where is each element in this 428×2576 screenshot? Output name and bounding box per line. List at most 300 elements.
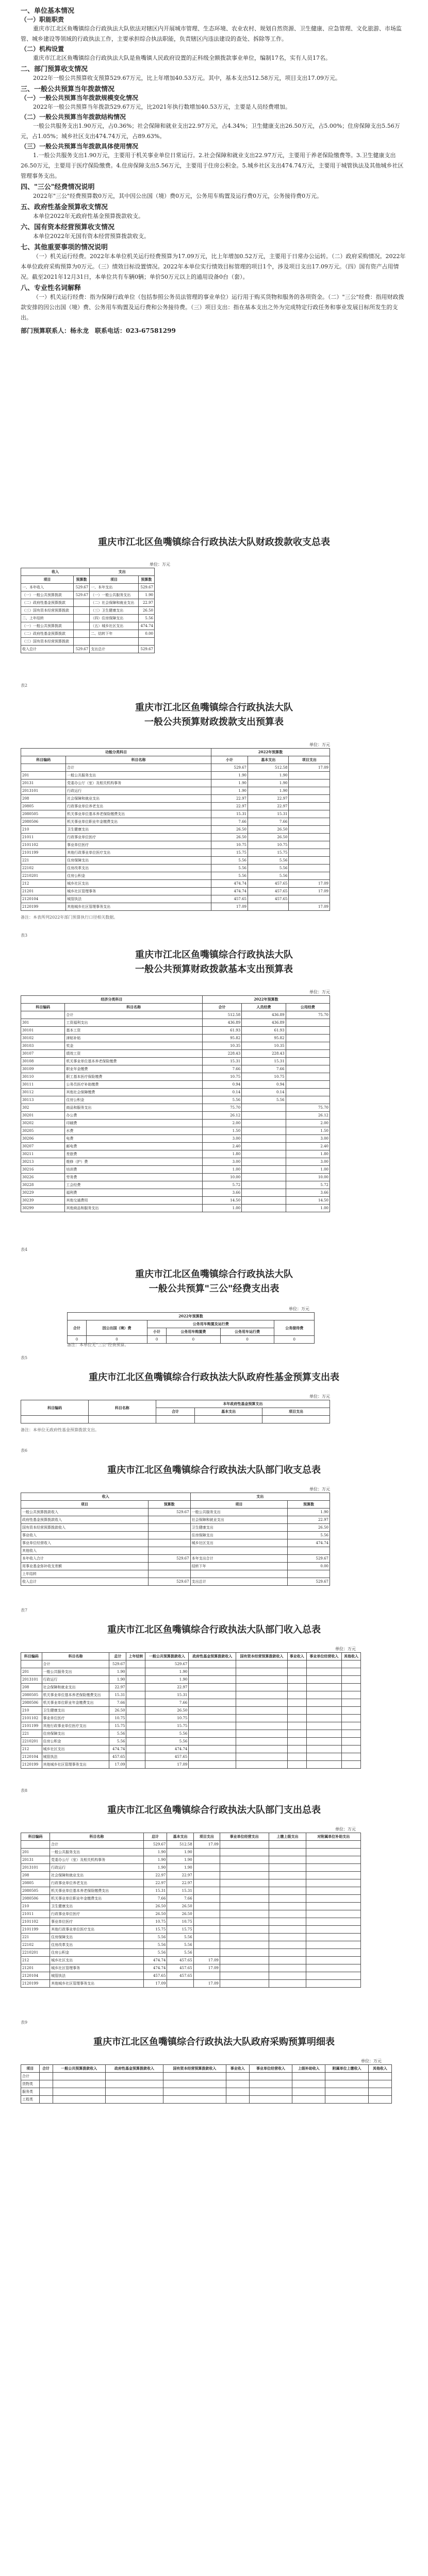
table-cell: 党委办公厅（室）及相关机构事务: [66, 779, 211, 787]
table-cell: [306, 1730, 341, 1738]
table-cell: 卫生健康支出: [42, 1707, 109, 1715]
table-cell: 61.93: [202, 1027, 241, 1035]
table-header-cell: 科目名称: [66, 756, 211, 764]
table-cell: [106, 2073, 163, 2080]
table-cell: [292, 2088, 325, 2096]
table-header-cell: 科目编码: [21, 1653, 42, 1660]
table-cell: [156, 1416, 194, 1423]
table-header-cell: 附属单位上缴收入: [325, 2065, 368, 2073]
table-header-cell: 项目支出: [262, 1408, 330, 1416]
paragraph: 重庆市江北区鱼嘴镇综合行政执法大队依法对辖区内开展城市管理、生态环境、农业农村、规划自然资源、卫生健康、应急管理、文化旅游、市场监管、城乡建设等领域的行政执法工作，主要承担综合执法职能，负责辖区内违法建设的查处、拆除等工作。: [21, 25, 402, 42]
table-header-cell: 项目: [190, 1501, 288, 1509]
table-header-cell: 项目: [21, 576, 74, 584]
table-cell: 合计: [42, 1660, 109, 1668]
table-note: 备注：本单位无政府性基金预算拨款支出。: [21, 1428, 99, 1432]
table-cell: [73, 599, 89, 607]
table-cell: [306, 1926, 361, 1934]
table-cell: [306, 1949, 361, 1957]
table-cell: 1.00: [286, 1205, 330, 1212]
table-cell: 职工基本医疗保险缴费: [65, 1073, 203, 1081]
table-cell: [189, 1722, 236, 1730]
table-cell: [325, 2073, 368, 2080]
table-header-cell: 国有资本经营预算拨款收入: [163, 2065, 226, 2073]
table-header-cell: 上年结转: [126, 1653, 145, 1660]
table-header-cell: 公务用车购置费: [166, 1328, 220, 1336]
table-cell: [286, 1096, 330, 1104]
table-row: [21, 1761, 361, 1769]
table-cell: [39, 2080, 53, 2088]
table-cell: 2101102: [21, 1918, 50, 1926]
table-cell: [106, 2088, 163, 2096]
table-cell: 0: [147, 1336, 167, 1344]
table-cell: [269, 1949, 306, 1957]
unit-label: 单位：万元: [309, 1394, 330, 1399]
table-header-cell: 经济分类科目: [21, 996, 203, 1004]
table-cell: [195, 1416, 262, 1423]
table-row: [21, 1127, 330, 1135]
table-cell: [53, 2088, 106, 2096]
table-cell: [292, 2080, 325, 2088]
table-header-cell: 政府性基金预算拨款收入: [189, 1653, 236, 1660]
table-row: [21, 803, 330, 810]
subsection-heading: （三）一般公共预算当年拨款具体使用情况: [21, 143, 139, 150]
table-cell: 收入总计: [21, 1578, 149, 1586]
table-cell: [306, 1699, 341, 1707]
table-cell: 机关事业单位基本养老保险缴费支出: [50, 1887, 144, 1895]
table-cell: [306, 1964, 361, 1972]
table-cell: 21201: [21, 1964, 50, 1972]
table-cell: 0.14: [242, 1089, 286, 1096]
table-cell: 5.56: [145, 1730, 189, 1738]
table-cell: [193, 1864, 220, 1872]
table-cell: 474.74: [143, 1964, 167, 1972]
table-cell: （二）社会保障和就业支出: [90, 599, 138, 607]
table-row: [21, 1972, 361, 1980]
table-cell: 5.56: [167, 1941, 193, 1949]
table-cell: [163, 2088, 226, 2096]
table-row: [21, 1660, 361, 1668]
table-row: [21, 1910, 361, 1918]
table-header-cell: 预算数: [138, 576, 154, 584]
table-cell: [306, 1841, 361, 1849]
table-cell: 22.97: [211, 795, 248, 803]
table-row: [21, 1158, 330, 1166]
table-cell: [193, 1934, 220, 1941]
table-cell: 30109: [21, 1065, 65, 1073]
table-cell: [73, 615, 89, 622]
table-cell: [126, 1715, 145, 1722]
table-cell: 1.90: [248, 779, 289, 787]
table-cell: 7.66: [211, 818, 248, 826]
table-cell: [286, 1042, 330, 1050]
table-cell: 5.56: [248, 865, 289, 872]
table-row: [21, 1753, 361, 1761]
table-cell: 5.56: [143, 1949, 167, 1957]
table-row: [21, 810, 330, 818]
table-cell: [242, 1127, 286, 1135]
table-cell: [236, 1684, 288, 1691]
section-heading: 三、一般公共预算当年拨款情况: [21, 86, 115, 93]
table-cell: 75.70: [202, 1104, 241, 1112]
table-header-cell: 一般公共预算拨款收入: [145, 1653, 189, 1660]
table-cell: 2101199: [21, 1722, 42, 1730]
table-cell: [126, 1707, 145, 1715]
table-cell: 15.75: [143, 1926, 167, 1934]
table-cell: [289, 841, 330, 849]
table-cell: [306, 1660, 341, 1668]
table-cell: 5.56: [143, 1941, 167, 1949]
table-cell: 城乡社区管理事务: [66, 888, 211, 895]
table-cell: [306, 1761, 341, 1769]
table-header-row: [21, 996, 330, 1004]
table-cell: [226, 2073, 249, 2080]
table-cell: [220, 1879, 269, 1887]
table-cell: 一般公共服务支出: [66, 772, 211, 779]
table-cell: 30229: [21, 1189, 65, 1197]
table-cell: 5.56: [143, 1934, 167, 1941]
table-cell: 5.56: [211, 872, 248, 880]
table-cell: 本年收入合计: [21, 1555, 149, 1563]
table-cell: 17.09: [289, 764, 330, 772]
table-row: [21, 1563, 330, 1570]
table-header-cell: 人员经费: [242, 1004, 286, 1011]
table-header-cell: 事业单位经营收入: [249, 2065, 292, 2073]
table-header-cell: 收入: [21, 1493, 191, 1501]
table-cell: [126, 1676, 145, 1684]
table-cell: 95.82: [202, 1035, 241, 1042]
table-row: [21, 1205, 330, 1212]
table-cell: 15.31: [143, 1887, 167, 1895]
table-cell: 30113: [21, 1096, 65, 1104]
table-cell: 1.00: [202, 1166, 241, 1174]
table-header-cell: 事业收入: [287, 1653, 306, 1660]
table8-section: [0, 1803, 428, 1818]
paragraph: 一般公共服务支出1.90万元，占0.36%；社会保障和就业支出22.97万元，占4.34%；卫生健康支出26.50万元，占5.00%；住房保障支出5.56万元，占1.05%；城乡社区支出474.74万元，占89.63%。: [21, 123, 400, 140]
table-cell: [242, 1205, 286, 1212]
table-header-row: [21, 1004, 330, 1011]
paragraph: 本单位2022年无国有资本经营预算拨款收支。: [33, 233, 150, 240]
table-cell: 用事业基金弥补收支差额: [21, 1563, 149, 1570]
table-cell: 302: [21, 1104, 65, 1112]
table-cell: 7.66: [145, 1699, 189, 1707]
table-header-cell: 支出: [190, 1493, 330, 1501]
paragraph: 1.一般公共服务支出1.90万元，主要用于机关事业单位日常运行。2.社会保障和就业支出22.97万元，主要用于养老保险缴费等。3.卫生健康支出26.50万元，主要用于医疗保险缴费。4.住房保障支出5.56万元，主要用于住房公积金。5.城乡社区支出474.74万元，主要用于城管执法及其他城乡社区管理事务支出。: [21, 152, 404, 179]
table-row: [21, 1887, 361, 1895]
table-cell: 0: [68, 1336, 87, 1344]
table-cell: [220, 1903, 269, 1910]
table-cell: [148, 1532, 190, 1539]
procurement-table: [21, 2064, 392, 2104]
table-cell: 212: [21, 1957, 50, 1964]
table-cell: 436.89: [242, 1019, 286, 1027]
table-cell: 1.90: [211, 787, 248, 795]
table-cell: 其他行政事业单位医疗支出: [50, 1926, 144, 1934]
table-cell: [193, 1903, 220, 1910]
table-cell: 7.66: [202, 1065, 241, 1073]
table-header-cell: 科目编码: [21, 756, 66, 764]
table-cell: 201: [21, 1668, 42, 1676]
table-cell: 上年结转: [21, 1570, 149, 1578]
table-cell: [368, 2096, 391, 2104]
table-cell: 社会保障和就业支出: [190, 1516, 288, 1524]
table-cell: [269, 1972, 306, 1980]
table-cell: 支出总计: [190, 1578, 288, 1586]
table-cell: 2080506: [21, 818, 66, 826]
table-cell: [189, 1738, 236, 1745]
table-cell: [306, 1738, 341, 1745]
table5-section: [0, 1370, 428, 1385]
table-cell: 26.50: [211, 834, 248, 841]
table-cell: 维修（护）费: [65, 1158, 203, 1166]
table-row: [21, 1011, 330, 1019]
table-cell: [286, 1019, 330, 1027]
table-cell: 30110: [21, 1073, 65, 1081]
table7-section: [0, 1623, 428, 1637]
table-cell: [249, 2096, 292, 2104]
table-cell: [342, 1730, 361, 1738]
table-cell: [306, 1941, 361, 1949]
table-cell: 0: [166, 1336, 220, 1344]
table-cell: 15.31: [211, 810, 248, 818]
table-cell: [269, 1957, 306, 1964]
table-cell: [288, 1547, 330, 1555]
table-cell: 2120104: [21, 1972, 50, 1980]
table-cell: 21011: [21, 1910, 50, 1918]
table-row: [21, 638, 155, 646]
table-tag: 表5: [21, 1355, 28, 1360]
table-row: [21, 1949, 361, 1957]
section-heading: 二、部门预算收支情况: [21, 65, 88, 73]
table-cell: 95.82: [242, 1035, 286, 1042]
table-cell: [306, 1910, 361, 1918]
table-row: [21, 1856, 361, 1864]
table-cell: [289, 826, 330, 834]
table-cell: 529.67: [143, 1841, 167, 1849]
table-row: [21, 857, 330, 865]
table-cell: [342, 1707, 361, 1715]
table-cell: [306, 1895, 361, 1903]
table-row: [21, 826, 330, 834]
table-cell: 22.97: [145, 1684, 189, 1691]
table-cell: [236, 1691, 288, 1699]
table-cell: [220, 1910, 269, 1918]
table-cell: [39, 2073, 53, 2080]
table-cell: 一般公共服务支出: [42, 1668, 109, 1676]
table-cell: [126, 1730, 145, 1738]
table-cell: [325, 2080, 368, 2088]
table-header-cell: 对附属单位补助支出: [306, 1833, 361, 1841]
table-cell: 其他城乡社区管理事务支出: [50, 1980, 144, 1988]
table-cell: （一）一般公共预算拨款: [21, 622, 74, 630]
table-cell: [190, 1570, 288, 1578]
table-cell: [242, 1112, 286, 1120]
table-cell: 26.50: [143, 1903, 167, 1910]
table-cell: 卫生健康支出: [66, 826, 211, 834]
table-cell: 7.66: [242, 1065, 286, 1073]
table-cell: 17.09: [289, 903, 330, 911]
table-cell: 529.67: [148, 1578, 190, 1586]
table-cell: [73, 622, 89, 630]
table-header-cell: 2022年预算数: [202, 996, 330, 1004]
table-cell: 1.90: [167, 1864, 193, 1872]
table-cell: [220, 1841, 269, 1849]
table-cell: 228.43: [202, 1050, 241, 1058]
table-cell: [148, 1547, 190, 1555]
table-cell: [368, 2080, 391, 2088]
table-cell: 208: [21, 1872, 50, 1879]
table-subtitle: 一般公共预算财政拨款基本支出预算表: [135, 964, 293, 975]
table-cell: 210: [21, 1903, 50, 1910]
table-cell: 457.65: [248, 880, 289, 888]
table-cell: [73, 638, 89, 646]
table-cell: 15.31: [145, 1691, 189, 1699]
table-cell: 二、上年结转: [21, 615, 74, 622]
table-cell: [306, 1707, 341, 1715]
table-cell: 15.31: [167, 1887, 193, 1895]
table-cell: [269, 1903, 306, 1910]
table-header-cell: 科目名称: [50, 1833, 144, 1841]
table-cell: [193, 1972, 220, 1980]
table-header-row: [21, 576, 155, 584]
table-cell: 10.75: [109, 1715, 126, 1722]
table-tag: 表3: [21, 933, 28, 938]
table-cell: [236, 1707, 288, 1715]
table-cell: 17.09: [109, 1761, 126, 1769]
table-cell: 1.50: [202, 1127, 241, 1135]
table-cell: 17.09: [145, 1761, 189, 1769]
table-cell: 30216: [21, 1166, 65, 1174]
table-cell: 绩效工资: [65, 1050, 203, 1058]
table-cell: 30111: [21, 1081, 65, 1089]
table-cell: [236, 1738, 288, 1745]
table-cell: [189, 1676, 236, 1684]
table-cell: [73, 630, 89, 638]
table-cell: 2080505: [21, 1691, 42, 1699]
table-header-cell: 合计: [156, 1408, 194, 1416]
table9-section: [0, 2035, 428, 2049]
table-cell: 26.50: [145, 1707, 189, 1715]
table-cell: [292, 2073, 325, 2080]
table-cell: 2210201: [21, 1949, 50, 1957]
table-row: [21, 764, 330, 772]
table-cell: 1.80: [202, 1150, 241, 1158]
table-cell: 0.00: [288, 1563, 330, 1570]
table-row: [21, 1980, 361, 1988]
table-cell: 201: [21, 772, 66, 779]
table-tag: 表9: [21, 2020, 28, 2025]
table-cell: 5.56: [211, 865, 248, 872]
section-heading: 四、"三公"经费情况说明: [21, 183, 95, 191]
table-cell: 212: [21, 1745, 42, 1753]
table-cell: [236, 1668, 288, 1676]
table-header-cell: 公务用车购置及运行费: [147, 1320, 274, 1328]
table-cell: 7.66: [248, 818, 289, 826]
table-cell: 30112: [21, 1089, 65, 1096]
table-cell: [342, 1738, 361, 1745]
table-cell: 15.75: [248, 849, 289, 857]
table-cell: 529.67: [148, 1509, 190, 1516]
table-cell: [342, 1753, 361, 1761]
table-cell: 合计: [65, 1011, 203, 1019]
table-cell: [189, 1660, 236, 1668]
table-cell: [21, 1416, 89, 1423]
table-cell: [368, 2088, 391, 2096]
table-cell: [193, 1849, 220, 1856]
table-cell: 2101102: [21, 841, 66, 849]
table-title: 重庆市江北区鱼嘴镇综合行政执法大队: [135, 950, 293, 960]
table-cell: 5.72: [202, 1181, 241, 1189]
table-cell: 社会保障和就业支出: [50, 1872, 144, 1879]
table-cell: 福利费: [65, 1189, 203, 1197]
table-cell: [249, 2088, 292, 2096]
table-cell: 1.90: [145, 1676, 189, 1684]
table-cell: [342, 1660, 361, 1668]
table-row: [21, 1135, 330, 1143]
table-cell: [286, 1027, 330, 1035]
table-header-cell: 合计: [202, 1004, 241, 1011]
table-cell: 457.65: [109, 1753, 126, 1761]
table-row: [21, 1738, 361, 1745]
table-cell: 529.67: [288, 1578, 330, 1586]
dept-summary-table: [21, 1493, 330, 1586]
table-cell: [220, 1949, 269, 1957]
table-cell: 20131: [21, 1856, 50, 1864]
table-cell: [189, 1753, 236, 1761]
table-cell: 办公费: [65, 1112, 203, 1120]
section-heading: 八、专业性名词解释: [21, 284, 81, 292]
table-cell: 5.56: [167, 1934, 193, 1941]
table-cell: 2120199: [21, 1980, 50, 1988]
table-cell: 0.94: [242, 1081, 286, 1089]
table-cell: 22.97: [143, 1879, 167, 1887]
table-cell: 529.67: [145, 1660, 189, 1668]
table-cell: [126, 1660, 145, 1668]
table-row: [21, 1050, 330, 1058]
table-cell: 行政事业单位医疗: [50, 1910, 144, 1918]
table-header-cell: 项目: [21, 1501, 149, 1509]
table-cell: [269, 1910, 306, 1918]
table-cell: [342, 1691, 361, 1699]
table-header-cell: 科目名称: [88, 1400, 156, 1416]
table-cell: 其他城乡社区管理事务支出: [66, 903, 211, 911]
table-cell: 22.97: [248, 803, 289, 810]
table-cell: 1.90: [211, 772, 248, 779]
table-cell: [269, 1980, 306, 1988]
table-cell: （五）城乡社区支出: [90, 622, 138, 630]
table-cell: [126, 1745, 145, 1753]
table-header-cell: 功能分类科目: [21, 749, 211, 756]
table-cell: [21, 764, 66, 772]
table2-section: [0, 701, 428, 730]
table-cell: [306, 1691, 341, 1699]
table-title: 重庆市江北区鱼嘴镇综合行政执法大队: [135, 1269, 293, 1280]
table-cell: [249, 2080, 292, 2088]
table-cell: [287, 1715, 306, 1722]
table-header-cell: 上级补助收入: [292, 2065, 325, 2073]
table-cell: 14.50: [202, 1197, 241, 1205]
table-cell: 20805: [21, 803, 66, 810]
table-cell: [286, 1058, 330, 1065]
table-cell: [193, 1910, 220, 1918]
table-cell: [193, 1872, 220, 1879]
table-header-row: [68, 1320, 315, 1328]
table-header-row: [21, 756, 330, 764]
table-cell: 住房公积金: [66, 872, 211, 880]
table-header-row: [68, 1313, 315, 1320]
table-row: [21, 1073, 330, 1081]
subsection-heading: （二）一般公共预算当年拨款结构情况: [21, 113, 126, 121]
table-cell: 1.90: [143, 1864, 167, 1872]
